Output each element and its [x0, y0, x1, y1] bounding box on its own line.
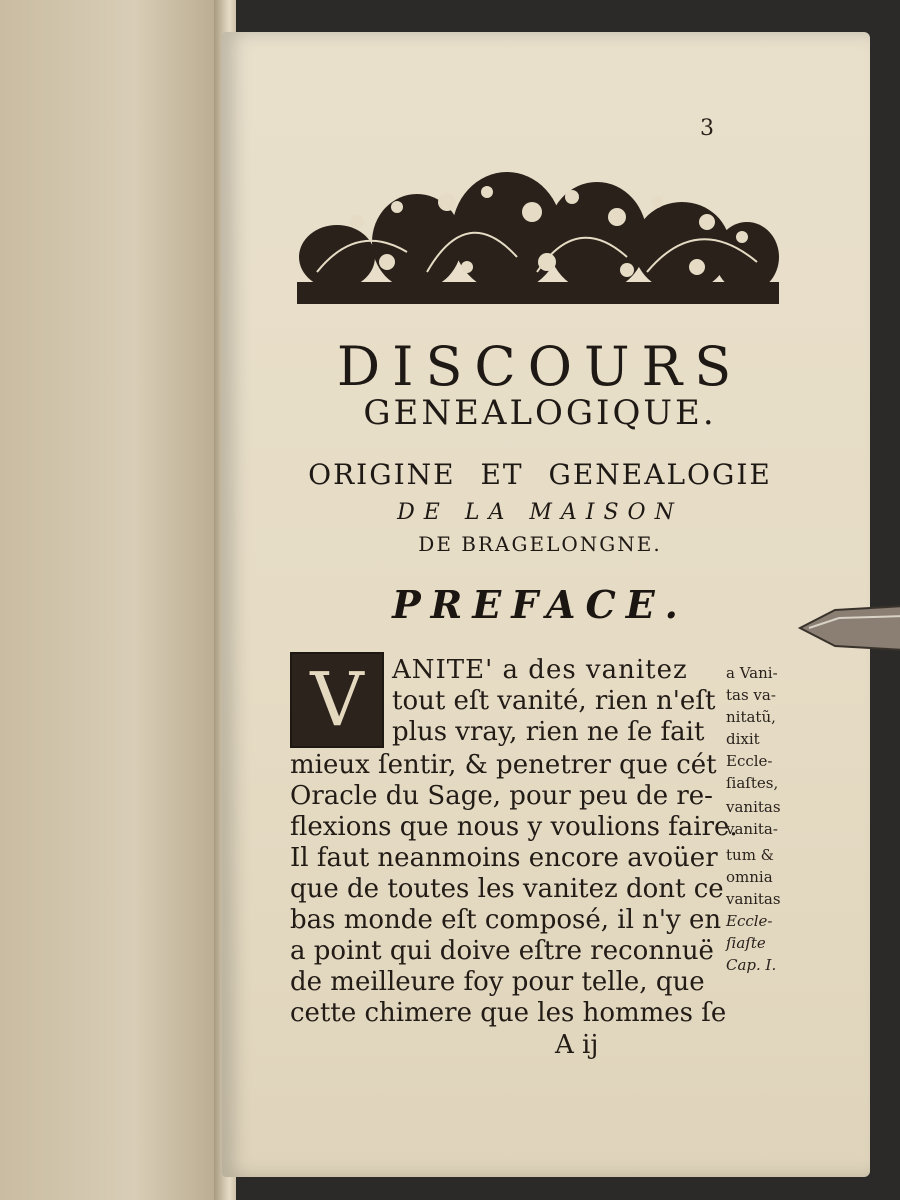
- body-line: de meilleure foy pour telle, que: [290, 967, 705, 997]
- margin-note-line: tas va-: [726, 686, 776, 704]
- margin-note-line: ſiaſte: [726, 934, 766, 952]
- body-line: bas monde eſt composé, il n'y en: [290, 905, 722, 935]
- body-line: que de toutes les vanitez dont ce: [290, 874, 724, 904]
- margin-note-line: Eccle-: [726, 912, 773, 930]
- margin-note-line: tum &: [726, 846, 775, 864]
- margin-note-line: vanitas: [726, 798, 781, 816]
- body-line: a point qui doive eſtre reconnuë: [290, 936, 714, 966]
- signature-mark: A ij: [555, 1030, 599, 1060]
- body-line: Il faut neanmoins encore avoüer: [290, 843, 718, 873]
- margin-note-line: a Vani-: [726, 664, 778, 682]
- drop-cap-letter: V: [310, 657, 364, 743]
- margin-note-line: nitatũ,: [726, 708, 776, 726]
- title-discours: DISCOURS: [336, 335, 744, 398]
- body-line: tout eſt vanité, rien n'eſt: [392, 686, 716, 716]
- title-bragelongne: DE BRAGELONGNE.: [418, 532, 662, 556]
- body-line: cette chimere que les hommes ſe: [290, 998, 727, 1028]
- margin-note-line: vanitas: [726, 890, 781, 908]
- title-genealogique: GENEALOGIQUE.: [363, 393, 717, 433]
- metal-bookmark-clip: [795, 598, 900, 658]
- preface-heading: PREFACE.: [392, 582, 688, 627]
- title-origine: ORIGINE ET GENEALOGIE: [308, 458, 772, 491]
- margin-note-line: dixit: [726, 730, 760, 748]
- body-line: Oracle du Sage, pour peu de re-: [290, 781, 713, 811]
- margin-note-line: ſiaſtes,: [726, 774, 779, 792]
- decorated-drop-cap: [290, 652, 384, 748]
- facing-page: [0, 0, 225, 1200]
- body-line: ANITE' a des vanitez: [392, 655, 688, 685]
- margin-note-line: vanita-: [726, 820, 778, 838]
- body-line: mieux ſentir, & penetrer que cét: [290, 750, 717, 780]
- body-line: flexions que nous y voulions faire.: [290, 812, 738, 842]
- margin-note-line: Cap. I.: [726, 956, 777, 974]
- page-number: 3: [700, 116, 714, 141]
- margin-note-line: omnia: [726, 868, 773, 886]
- floral-headpiece-ornament: [297, 162, 779, 308]
- title-maison: DE LA MAISON: [397, 500, 683, 525]
- margin-note-line: Eccle-: [726, 752, 773, 770]
- body-line: plus vray, rien ne ſe fait: [392, 717, 705, 747]
